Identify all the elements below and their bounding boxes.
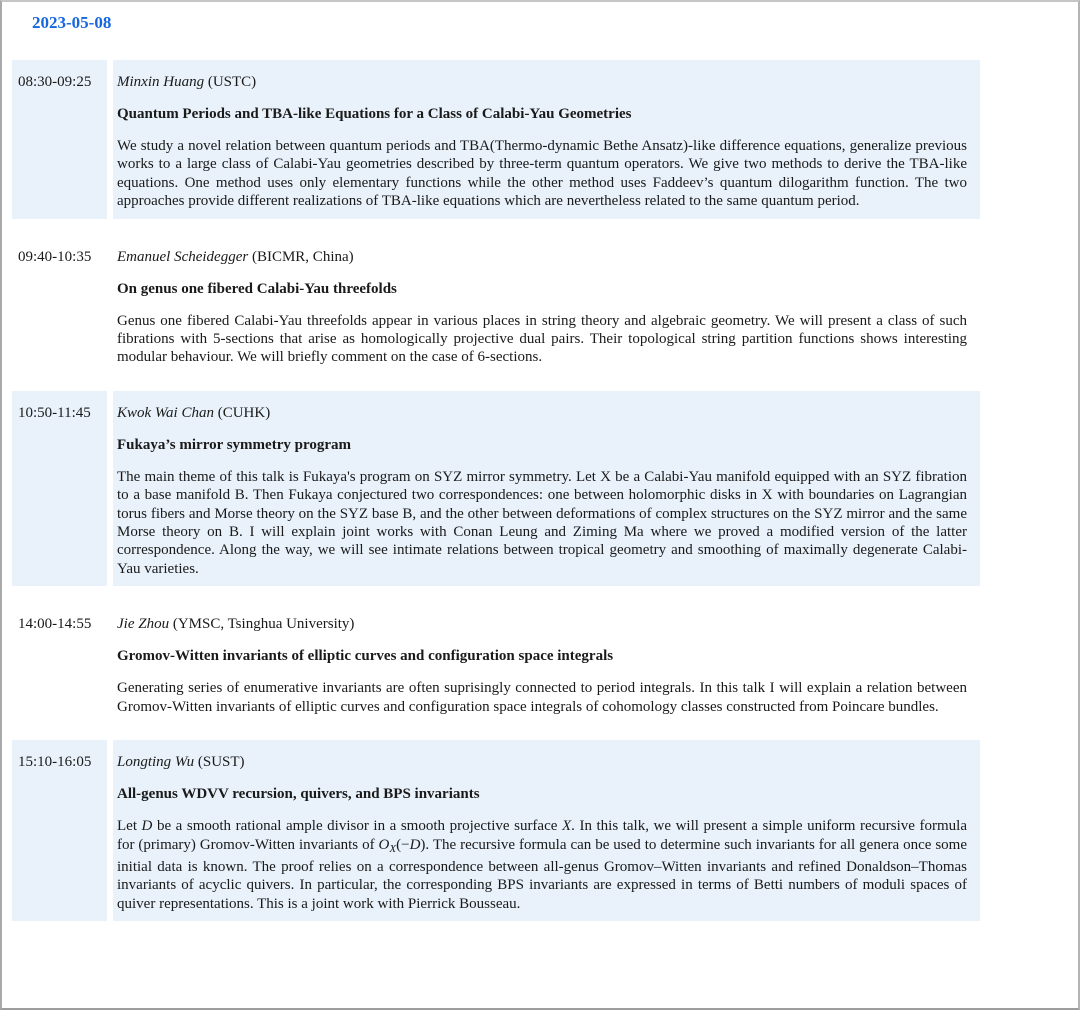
talk-abstract: [117, 312, 967, 367]
talk-content: [113, 60, 980, 219]
talk-title: Fukaya’s mirror symmetry program: [117, 436, 351, 453]
speaker-line: [117, 754, 967, 771]
abstract-text: Genus one fibered Calabi-Yau threefolds appear in various places in string theory and algebraic geometry. We will present a class of such fibrations with 5-sections that arise as homologically projective dual pairs. Their topological string partition functions shows interesting modular behaviour. We will briefly comment on the case of 6-sections.: [117, 312, 967, 366]
talk-abstract: [117, 137, 967, 211]
talk-content: [113, 602, 980, 724]
talk-abstract: [117, 468, 967, 578]
date-heading: 2023-05-08: [32, 13, 112, 32]
abstract-text: We study a novel relation between quantum periods and TBA(Thermo-dynamic Bethe Ansatz)-like difference equations, generalize previous works to a large class of Calabi-Yau geometries described by three-term quantum operators. We give two methods to derive the TBA-like equations. One method uses only elementary functions while the other method uses Faddeev’s quantum dilogarithm function. The two approaches provide different realizations of TBA-like equations which are nevertheless related to the same quantum period.: [117, 138, 967, 210]
talk-title: Gromov-Witten invariants of elliptic curves and configuration space integrals: [117, 648, 614, 665]
math-symbol: (−: [396, 836, 410, 853]
talk-row: [12, 60, 980, 219]
speaker-affiliation: (CUHK): [217, 404, 271, 421]
speaker-line: [117, 616, 967, 633]
speaker-line: [117, 405, 967, 422]
talk-content: [113, 391, 980, 586]
abstract-text: be a smooth rational ample divisor in a smooth projective surface: [152, 818, 562, 835]
talk-title: On genus one fibered Calabi-Yau threefolds: [117, 280, 397, 297]
schedule-list: [2, 60, 1078, 921]
talk-title: Quantum Periods and TBA-like Equations for a Class of Calabi-Yau Geometries: [117, 106, 632, 122]
math-symbol: D: [409, 836, 421, 853]
talk-row: [12, 740, 980, 921]
speaker-name: Longting Wu: [117, 754, 195, 771]
talk-content: [113, 235, 980, 375]
math-symbol: O: [378, 836, 390, 853]
speaker-name: Kwok Wai Chan: [117, 404, 214, 421]
talk-row: [12, 235, 980, 375]
math-symbol: ): [420, 836, 426, 853]
talk-abstract: [117, 679, 967, 716]
speaker-name: Jie Zhou: [117, 616, 170, 633]
speaker-affiliation: (BICMR, China): [251, 248, 354, 265]
speaker-name: Emanuel Scheidegger: [117, 248, 249, 265]
talk-time: 09:40-10:35: [12, 235, 107, 375]
math-symbol: D: [141, 818, 153, 835]
talk-time: 15:10-16:05: [12, 740, 107, 921]
speaker-affiliation: (USTC): [207, 74, 257, 90]
speaker-line: [117, 74, 967, 91]
talk-title: All-genus WDVV recursion, quivers, and BPS invariants: [117, 786, 480, 803]
talk-content: [113, 740, 980, 921]
talk-row: [12, 602, 980, 724]
speaker-line: [117, 249, 967, 266]
speaker-name: Minxin Huang: [117, 74, 205, 90]
talk-row: [12, 391, 980, 586]
abstract-text: The main theme of this talk is Fukaya's program on SYZ mirror symmetry. Let X be a Calabi-Yau manifold equipped with an SYZ fibration to a base manifold B. Then Fukaya conjectured two correspondences: one between holomorphic disks in X with boundaries on Lagrangian torus fibers and Morse theory on the SYZ base B, and the other between deformations of complex structures on the SYZ mirror and the same Morse theory on B. I will explain joint works with Conan Leung and Ziming Ma where we proved a modified version of the latter correspondence. Along the way, we will see intimate relations between tropical geometry and smoothing of maximally degenerate Calabi-Yau varieties.: [117, 468, 967, 577]
math-symbol: X: [389, 842, 397, 855]
abstract-text: Let: [117, 818, 142, 835]
math-symbol: X: [561, 818, 572, 835]
abstract-text: Generating series of enumerative invariants are often suprisingly connected to period integrals. In this talk I will explain a relation between Gromov-Witten invariants of elliptic curves and configuration space integrals of cohomology classes constructed from Poincare bundles.: [117, 680, 967, 715]
speaker-affiliation: (YMSC, Tsinghua University): [172, 616, 355, 633]
talk-time: 10:50-11:45: [12, 391, 107, 586]
abstract-text: . In this talk, we will present a simple uniform recursive formula for (primary) Gromov-Witten invariants of: [117, 818, 967, 853]
abstract-text: . The recursive formula can be used to determine such invariants for all genera once some initial data is known. The proof relies on a correspondence between all-genus Gromov–Witten invariants and refined Donaldson–Thomas invariants of acyclic quivers. In particular, the corresponding BPS invariants are expressed in terms of Betti numbers of moduli spaces of quiver representations. This is a joint work with Pierrick Bousseau.: [117, 836, 967, 912]
talk-time: 14:00-14:55: [12, 602, 107, 724]
speaker-affiliation: (SUST): [197, 754, 245, 771]
talk-time: 08:30-09:25: [12, 60, 107, 219]
talk-abstract: [117, 817, 967, 913]
